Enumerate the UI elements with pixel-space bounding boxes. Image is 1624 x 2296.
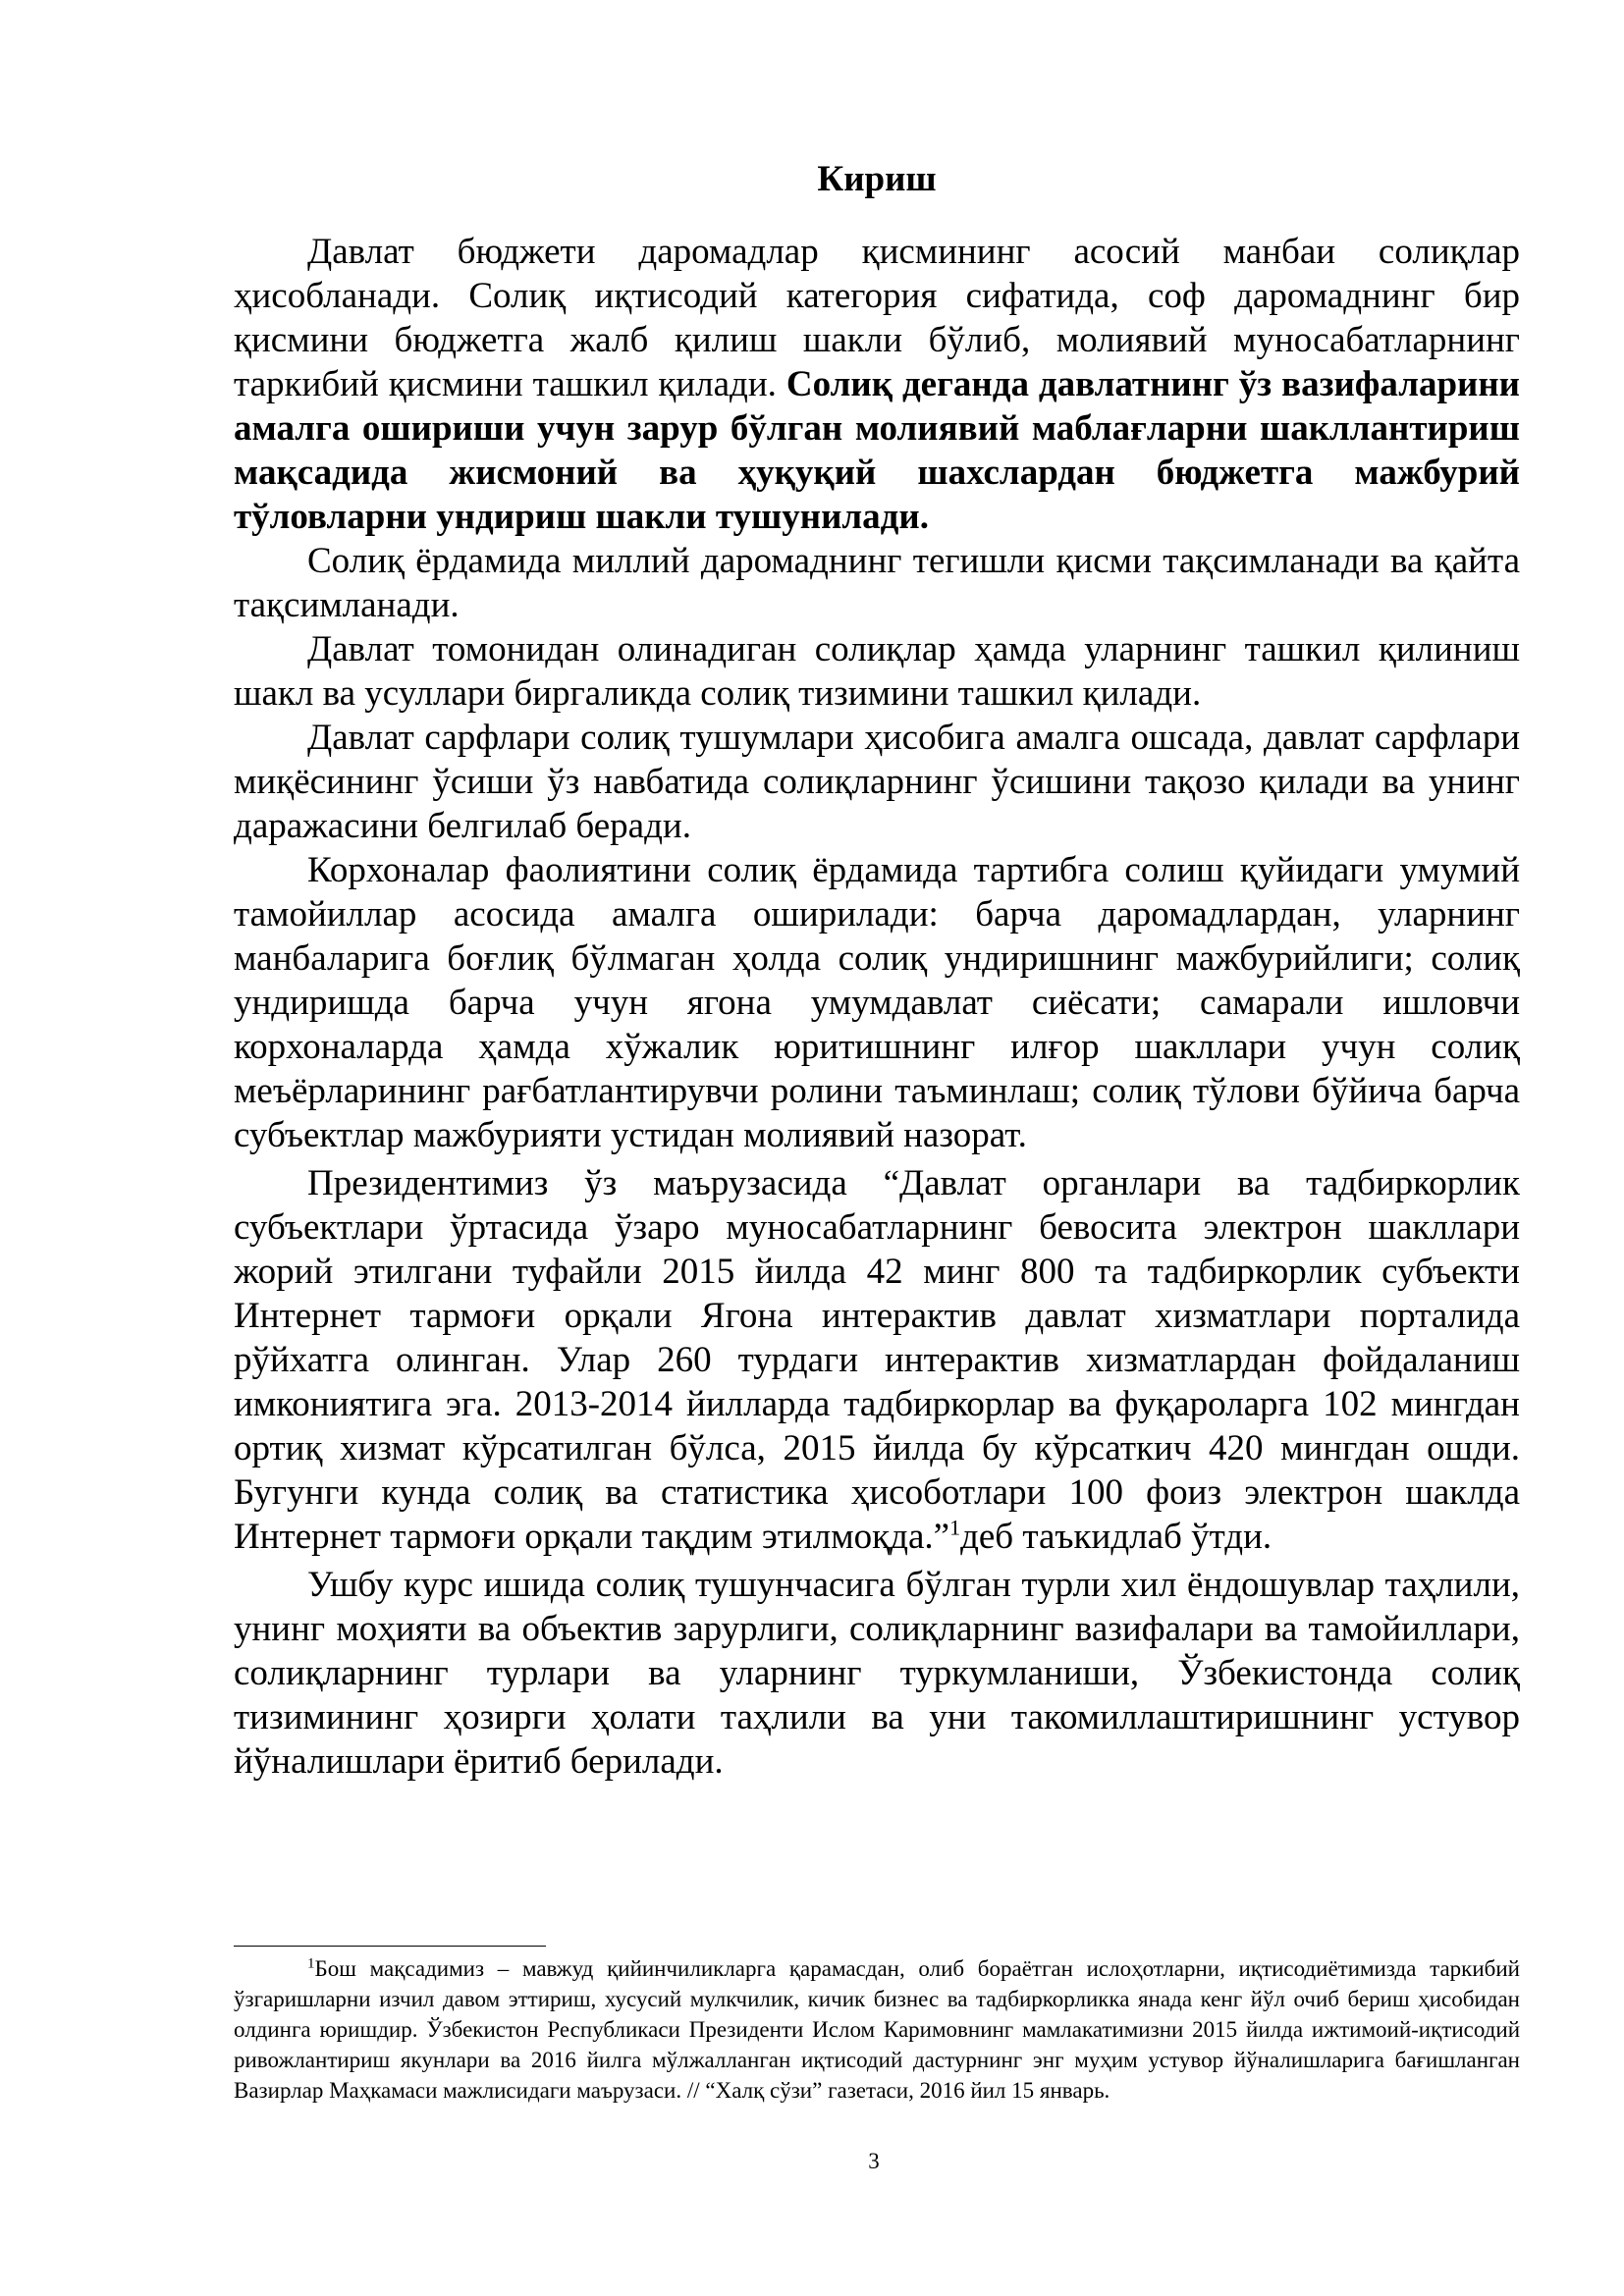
paragraph-6-ending: деб таъкидлаб ўтди. (960, 1517, 1272, 1557)
footnote (234, 1953, 1520, 2106)
document-body (234, 147, 1520, 1784)
paragraph-5: Корхоналар фаолиятини солиқ ёрдамида тартибга солиш қуйидаги умумий тамойиллар асосида амалга оширилади: барча даромадлардан, уларнинг манбаларига боғлиқ бўлмаган ҳолда солиқ ундиришнинг мажбурийлиги; солиқ ундиришда барча учун ягона умумдавлат сиёсати; самарали ишловчи корхоналарда ҳамда хўжалик юритишнинг илғор шакллари учун солиқ меъёрларининг рағбатлантирувчи ролини таъминлаш; солиқ тўлови бўйича барча субъектлар мажбурияти устидан молиявий назорат. (234, 850, 1520, 1155)
paragraph-3: Давлат томонидан олинадиган солиқлар ҳамда уларнинг ташкил қилиниш шакл ва усуллари биргаликда солиқ тизимини ташкил қилади. (234, 629, 1520, 714)
tax-definition-bold: Солиқ деганда давлатнинг ўз вазифаларини амалга ошириши учун зарур бўлган молиявий маблағларни шакллантириш мақсадида жисмоний ва ҳуқуқий шахслардан бюджетга мажбурий тўловларни ундириш шакли тушунилади. (234, 364, 1520, 537)
paragraph-4: Давлат сарфлари солиқ тушумлари ҳисобига амалга ошсада, давлат сарфлари миқёсининг ўсиши ўз навбатида солиқларнинг ўсишини тақозо қилади ва унинг даражасини белгилаб беради. (234, 718, 1520, 846)
footnote-reference[interactable]: 1 (949, 1515, 961, 1540)
paragraph-1-text: Давлат бюджети даромадлар қисмининг асосий манбаи солиқлар ҳисобланади. Солиқ иқтисодий категория сифатида, соф даромаднинг бир қисмини бюджетга жалб қилиш шакли бўлиб, молиявий муносабатларнинг таркибий қисмини ташкил қилади. (234, 232, 1520, 404)
paragraph-6 (234, 1161, 1520, 1559)
footnote-text: Бош мақсадимиз – мавжуд қийинчиликларга қарамасдан, олиб бораётган ислоҳотларни, иқтисодиётимизда таркибий ўзгаришларни изчил давом эттириш, хусусий мулкчилик, кичик бизнес ва тадбиркорликка янада кенг йўл очиб бериш ҳисобидан олдинга юришдир. Ўзбекистон Республикаси Президенти Ислом Каримовнинг мамлакатимизни 2015 йилда ижтимоий-иқтисодий ривожлантириш якунлари ва 2016 йилга мўлжалланган иқтисодий дастурнинг энг муҳим устувор йўналишларига бағишланган Вазирлар Маҳкамаси мажлисидаги маърузаси. // “Халқ сўзи” газетаси, 2016 йил 15 январь. (234, 1956, 1520, 2103)
page-title: Кириш (817, 159, 937, 199)
page-number: 3 (868, 2149, 880, 2173)
paragraph-2: Солиқ ёрдамида миллий даромаднинг тегишли қисми тақсимланади ва қайта тақсимланади. (234, 541, 1520, 625)
paragraph-1 (234, 230, 1520, 539)
footnote-marker: 1 (307, 1955, 315, 1972)
paragraph-7: Ушбу курс ишида солиқ тушунчасига бўлган турли хил ёндошувлар таҳлили, унинг моҳияти ва объектив зарурлиги, солиқларнинг вазифалари ва тамойиллари, солиқларнинг турлари ва уларнинг туркумланиши, Ўзбекистонда солиқ тизимининг ҳозирги ҳолати таҳлили ва уни такомиллаштиришнинг устувор йўналишлари ёритиб берилади. (234, 1565, 1520, 1782)
footnote-separator (234, 1946, 546, 1947)
paragraph-6-text: Президентимиз ўз маърузасида “Давлат органлари ва тадбиркорлик субъектлари ўртасида ўзаро муносабатларнинг бевосита электрон шакллари жорий этилгани туфайли 2015 йилда 42 минг 800 та тадбиркорлик субъекти Интернет тармоғи орқали Ягона интерактив давлат хизматлари порталида рўйхатга олинган. Улар 260 турдаги интерактив хизматлардан фойдаланиш имкониятига эга. 2013-2014 йилларда тадбиркорлар ва фуқароларга 102 мингдан ортиқ хизмат кўрсатилган бўлса, 2015 йилда бу кўрсаткич 420 мингдан ошди. Бугунги кунда солиқ ва статистика ҳисоботлари 100 фоиз электрон шаклда Интернет тармоғи орқали тақдим этилмоқда.” (234, 1163, 1520, 1557)
